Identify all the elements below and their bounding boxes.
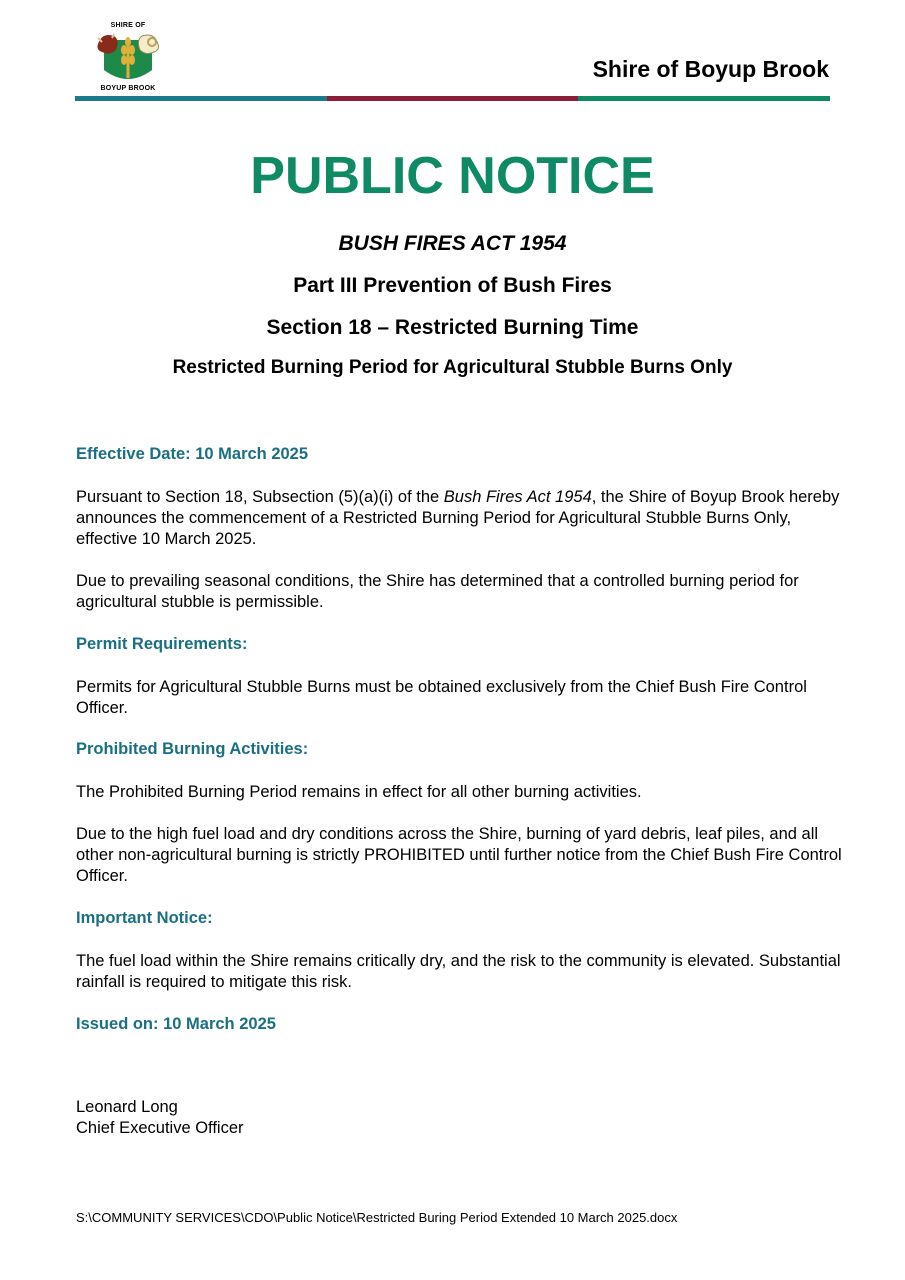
act-reference: Bush Fires Act 1954: [443, 488, 592, 506]
header-rule-teal: [75, 96, 327, 101]
part-title: Part III Prevention of Bush Fires: [293, 274, 612, 297]
paragraph-1-end: , the Shire of Boyup Brook hereby announces the commencement of a Restricted Burning Period for Agricultural Stubble Burns Only, effective 10 March 2025.: [76, 488, 840, 548]
issued-heading: Issued on: 10 March 2025: [76, 1015, 276, 1033]
paragraph-5: Due to the high fuel load and dry conditions across the Shire, burning of yard debris, leaf piles, and all other non-agricultural burning is strictly PROHIBITED until further notice from the Chief Bush Fire Control Officer.: [76, 825, 842, 885]
file-path-footer: S:\COMMUNITY SERVICES\CDO\Public Notice\Restricted Buring Period Extended 10 March 2025.docx: [76, 1210, 678, 1225]
signatory-name: Leonard Long: [76, 1098, 178, 1116]
header-rule-maroon: [327, 96, 578, 101]
notice-subtitle: Restricted Burning Period for Agricultural Stubble Burns Only: [172, 357, 733, 378]
important-heading: Important Notice:: [76, 909, 213, 927]
logo-bottom-text: BOYUP BROOK: [100, 85, 156, 92]
paragraph-3: Permits for Agricultural Stubble Burns must be obtained exclusively from the Chief Bush Fire Control Officer.: [76, 678, 807, 717]
notice-title: PUBLIC NOTICE: [250, 147, 655, 205]
permit-heading: Permit Requirements:: [76, 635, 248, 653]
paragraph-1: [76, 487, 846, 550]
paragraph-2: Due to prevailing seasonal conditions, the Shire has determined that a controlled burning period for agricultural stubble is permissible.: [76, 572, 799, 611]
crest-icon: [96, 30, 160, 86]
paragraph-1-start: Pursuant to Section 18, Subsection (5)(a)(i) of the: [76, 488, 444, 506]
paragraph-4: The Prohibited Burning Period remains in effect for all other burning activities.: [76, 783, 642, 801]
paragraph-6: The fuel load within the Shire remains critically dry, and the risk to the community is elevated. Substantial rainfall is required to mitigate this risk.: [76, 952, 841, 991]
header-rule-green: [578, 96, 830, 101]
shire-name: Shire of Boyup Brook: [592, 56, 829, 82]
section-title: Section 18 – Restricted Burning Time: [266, 316, 639, 339]
logo-top-text: SHIRE OF: [110, 22, 146, 29]
effective-date-heading: Effective Date: 10 March 2025: [76, 445, 309, 463]
prohibited-heading: Prohibited Burning Activities:: [76, 740, 309, 758]
signatory-role: Chief Executive Officer: [76, 1119, 244, 1137]
act-title: BUSH FIRES ACT 1954: [338, 232, 567, 255]
shire-logo: [96, 22, 160, 94]
